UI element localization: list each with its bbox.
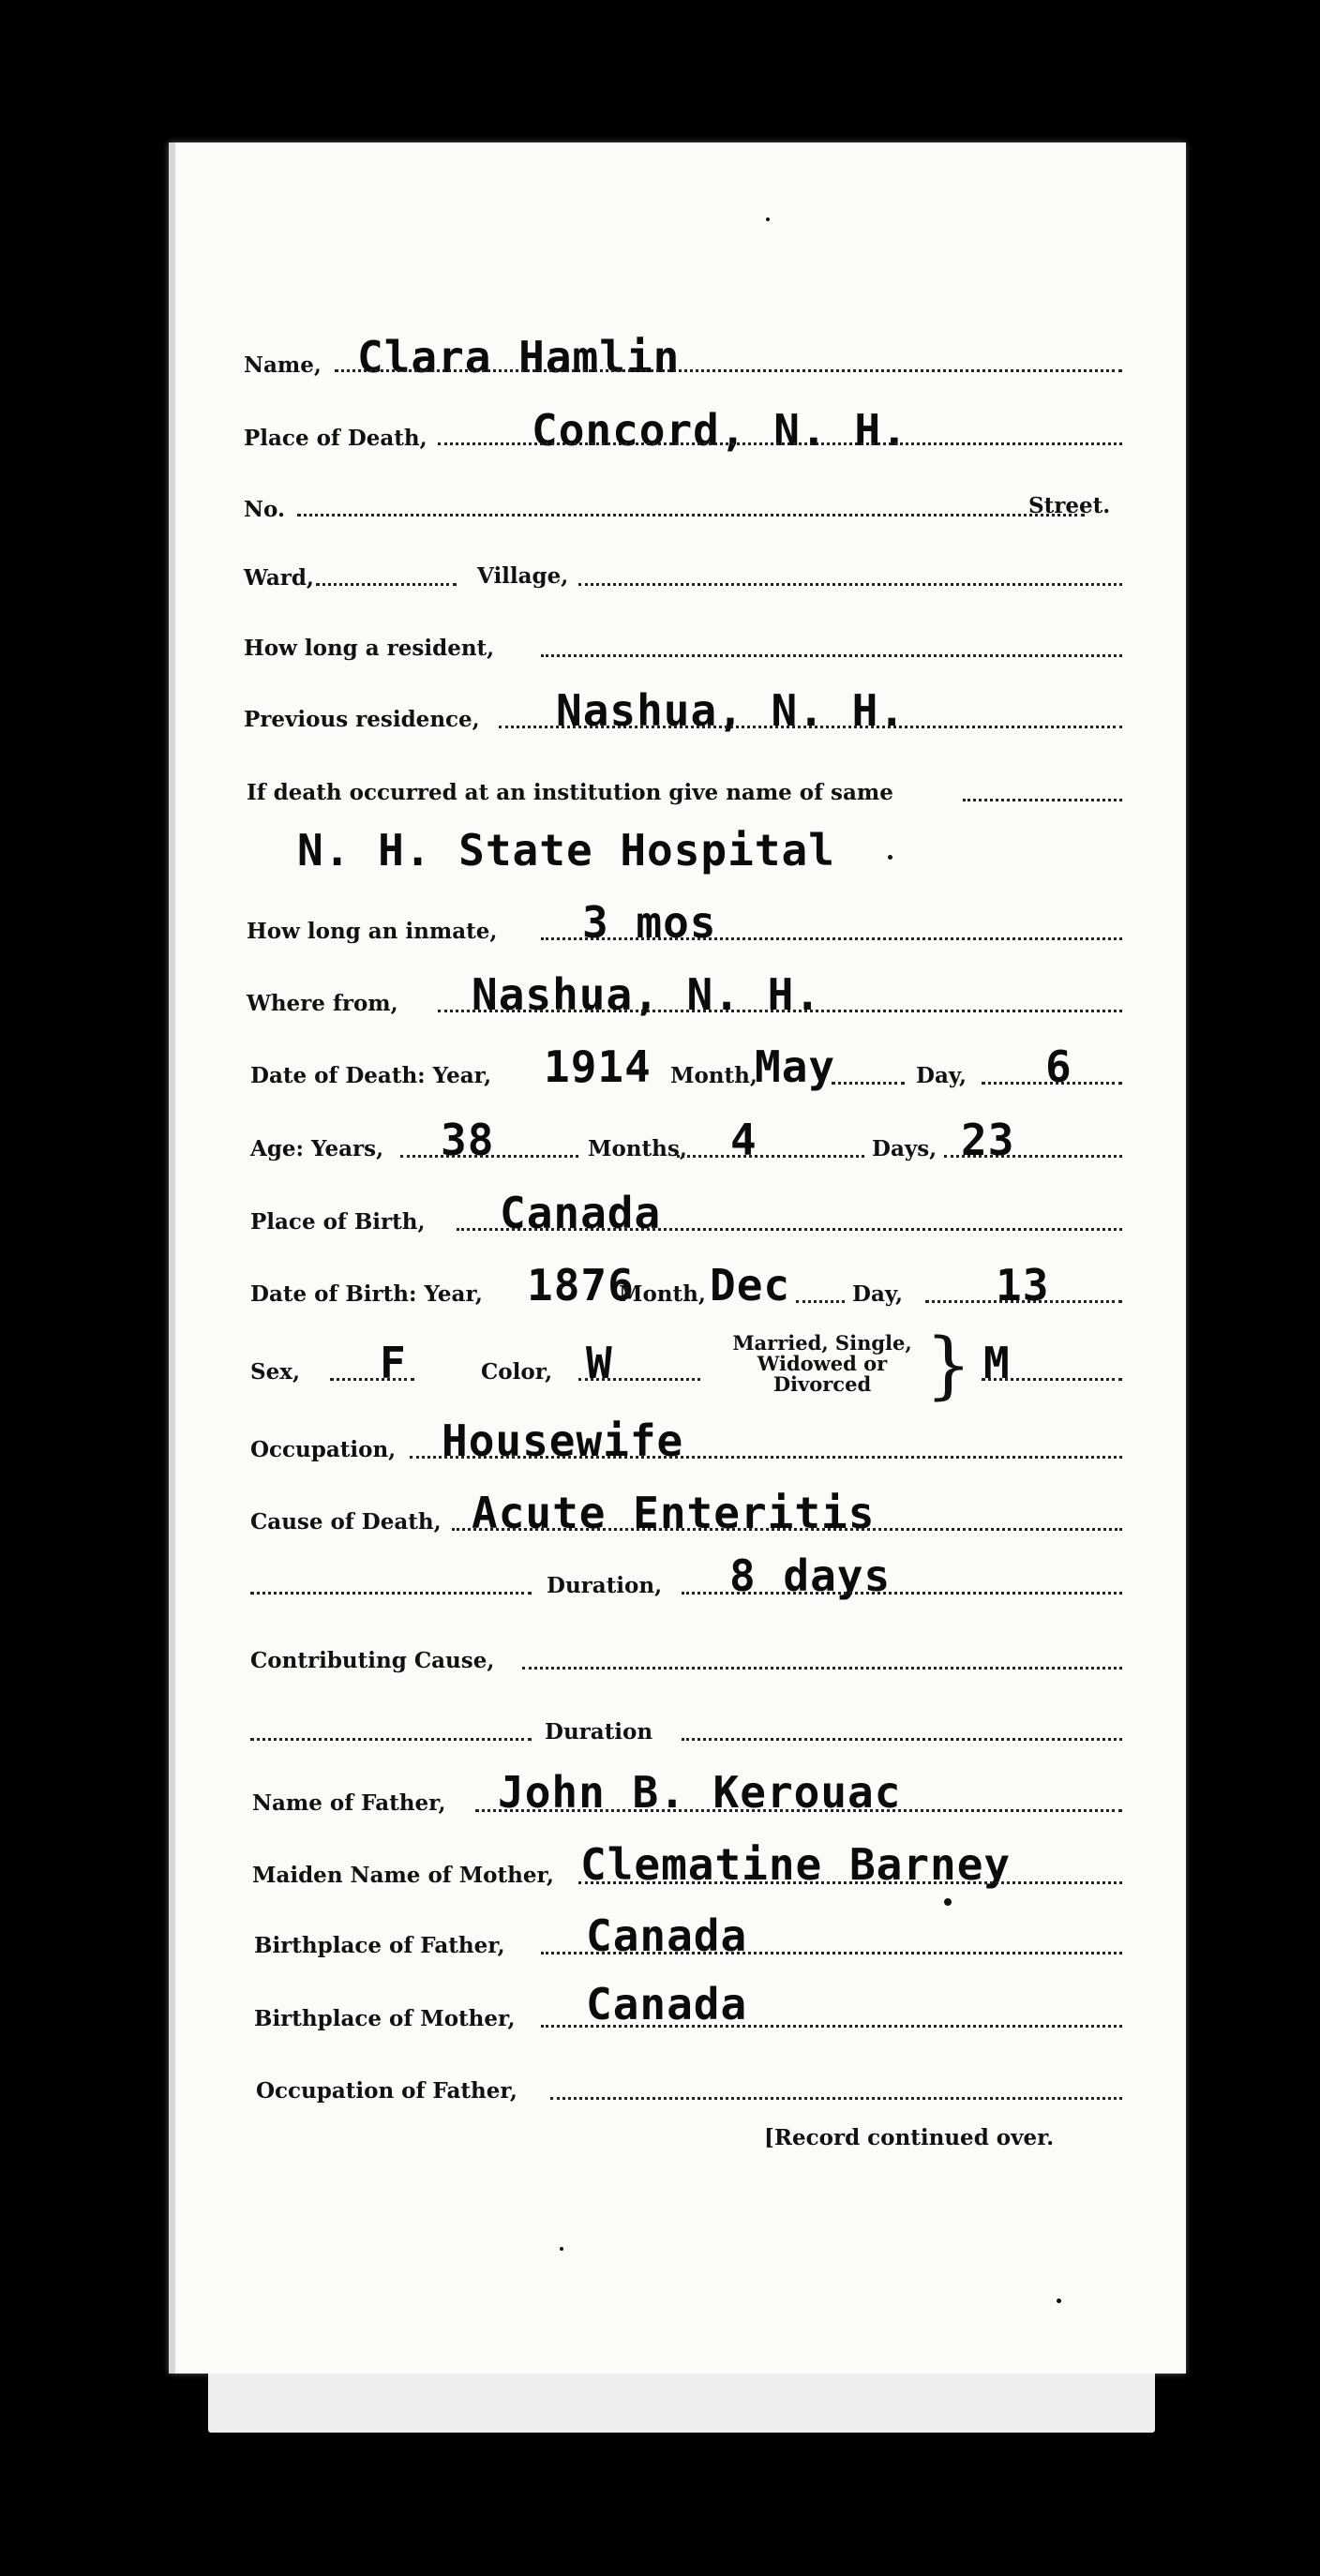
dotted-line bbox=[682, 1592, 1122, 1595]
dotted-line bbox=[677, 1155, 864, 1158]
dotted-line bbox=[541, 2025, 1122, 2028]
death-month-label: Month, bbox=[670, 1063, 758, 1088]
institution-value: N. H. State Hospital bbox=[297, 825, 835, 876]
color-value: W bbox=[586, 1338, 613, 1388]
contributing-cause-label: Contributing Cause, bbox=[250, 1648, 495, 1673]
mother-maiden-name-value: Clematine Barney bbox=[580, 1839, 1012, 1890]
date-of-birth-label: Date of Birth: Year, bbox=[250, 1281, 483, 1307]
dotted-line bbox=[499, 726, 1122, 728]
place-of-death-label: Place of Death, bbox=[244, 426, 428, 451]
death-day-label: Day, bbox=[916, 1063, 968, 1088]
dotted-line bbox=[578, 1881, 1122, 1884]
dotted-line bbox=[541, 1952, 1122, 1954]
where-from-value: Nashua, N. H. bbox=[472, 969, 822, 1020]
village-label: Village, bbox=[477, 563, 569, 589]
occupation-label: Occupation, bbox=[250, 1437, 397, 1462]
dotted-line bbox=[682, 1738, 1122, 1741]
marital-status-label bbox=[710, 1333, 935, 1395]
dotted-line bbox=[297, 514, 1085, 517]
age-years-value: 38 bbox=[441, 1115, 495, 1165]
dotted-line bbox=[452, 1528, 1122, 1531]
dotted-line bbox=[522, 1667, 1122, 1670]
mother-birthplace-value: Canada bbox=[586, 1979, 748, 2029]
marital-status-value: M bbox=[983, 1338, 1011, 1388]
ink-speck bbox=[1057, 2299, 1061, 2303]
dotted-line bbox=[438, 1010, 1122, 1012]
color-label: Color, bbox=[481, 1359, 553, 1385]
father-name-label: Name of Father, bbox=[252, 1790, 446, 1816]
cause-of-death-label: Cause of Death, bbox=[250, 1509, 442, 1535]
father-occupation-label: Occupation of Father, bbox=[256, 2078, 518, 2104]
marital-label-line: Widowed or bbox=[757, 1352, 888, 1375]
marital-label-line: Married, Single, bbox=[732, 1331, 912, 1355]
resident-duration-label: How long a resident, bbox=[244, 636, 495, 661]
age-days-value: 23 bbox=[961, 1115, 1015, 1165]
death-record-card bbox=[169, 142, 1186, 2374]
dotted-line bbox=[550, 2097, 1122, 2100]
death-day-value: 6 bbox=[1045, 1041, 1072, 1092]
name-label: Name, bbox=[244, 352, 322, 378]
dotted-line bbox=[832, 1082, 905, 1085]
father-name-value: John B. Kerouac bbox=[498, 1767, 902, 1818]
previous-residence-label: Previous residence, bbox=[244, 707, 480, 732]
ink-speck bbox=[560, 2247, 563, 2251]
dotted-line bbox=[541, 937, 1122, 940]
father-birthplace-label: Birthplace of Father, bbox=[254, 1933, 505, 1958]
place-of-death-value: Concord, N. H. bbox=[532, 405, 908, 456]
dotted-line bbox=[541, 654, 1122, 657]
where-from-label: Where from, bbox=[247, 991, 398, 1016]
sex-value: F bbox=[380, 1338, 407, 1388]
age-months-value: 4 bbox=[730, 1115, 758, 1165]
inmate-duration-value: 3 mos bbox=[582, 897, 717, 948]
marital-label-line: Divorced bbox=[772, 1372, 872, 1396]
dotted-line bbox=[250, 1592, 532, 1595]
record-continued-note: [Record continued over. bbox=[764, 2125, 1055, 2150]
name-value: Clara Hamlin bbox=[357, 332, 681, 382]
dotted-line bbox=[796, 1300, 845, 1303]
death-month-value: May bbox=[755, 1041, 836, 1092]
marital-brace: } bbox=[925, 1324, 972, 1408]
dotted-line bbox=[925, 1300, 1122, 1303]
street-label: Street. bbox=[1028, 493, 1111, 518]
dotted-line bbox=[335, 369, 1122, 372]
dotted-line bbox=[963, 799, 1122, 801]
ink-speck bbox=[888, 855, 892, 860]
father-birthplace-value: Canada bbox=[586, 1910, 748, 1961]
institution-label: If death occurred at an institution give name of same bbox=[247, 780, 893, 805]
death-year-value: 1914 bbox=[544, 1041, 652, 1092]
cause-duration-value: 8 days bbox=[729, 1550, 892, 1601]
birth-day-label: Day, bbox=[852, 1281, 904, 1307]
place-of-birth-label: Place of Birth, bbox=[250, 1209, 426, 1235]
previous-residence-value: Nashua, N. H. bbox=[556, 685, 907, 736]
dotted-line bbox=[457, 1228, 1122, 1231]
dotted-line bbox=[578, 1378, 700, 1381]
dotted-line bbox=[410, 1456, 1122, 1459]
place-of-birth-value: Canada bbox=[500, 1188, 662, 1238]
dotted-line bbox=[316, 583, 457, 586]
contributing-duration-label: Duration bbox=[545, 1719, 653, 1745]
dotted-line bbox=[982, 1082, 1122, 1085]
dotted-line bbox=[438, 442, 1122, 445]
age-label: Age: Years, bbox=[250, 1136, 384, 1161]
birth-day-value: 13 bbox=[996, 1260, 1050, 1310]
dotted-line bbox=[250, 1738, 532, 1741]
occupation-value: Housewife bbox=[442, 1415, 684, 1466]
street-number-label: No. bbox=[244, 497, 285, 522]
inmate-duration-label: How long an inmate, bbox=[247, 919, 498, 944]
dotted-line bbox=[475, 1809, 1122, 1812]
ink-speck bbox=[766, 217, 770, 221]
ward-label: Ward, bbox=[244, 565, 314, 591]
dotted-line bbox=[944, 1155, 1122, 1158]
ink-speck bbox=[944, 1898, 952, 1906]
cause-of-death-value: Acute Enteritis bbox=[472, 1488, 876, 1538]
age-days-label: Days, bbox=[872, 1136, 938, 1161]
dotted-line bbox=[578, 583, 1122, 586]
mother-birthplace-label: Birthplace of Mother, bbox=[254, 2006, 516, 2031]
age-months-label: Months, bbox=[588, 1136, 687, 1161]
birth-month-label: Month, bbox=[619, 1281, 706, 1307]
cause-duration-label: Duration, bbox=[547, 1573, 663, 1598]
dotted-line bbox=[982, 1378, 1122, 1381]
birth-year-value: 1876 bbox=[527, 1260, 635, 1310]
dotted-line bbox=[400, 1155, 578, 1158]
sex-label: Sex, bbox=[250, 1359, 300, 1385]
birth-month-value: Dec bbox=[710, 1260, 791, 1310]
mother-maiden-name-label: Maiden Name of Mother, bbox=[252, 1863, 554, 1888]
date-of-death-label: Date of Death: Year, bbox=[250, 1063, 492, 1088]
